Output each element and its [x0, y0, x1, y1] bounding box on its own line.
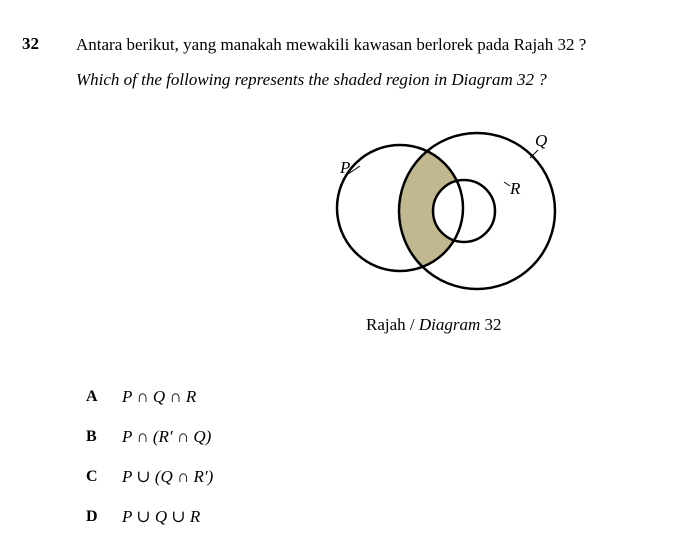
option-expression: P ∩ (R′ ∩ Q)	[122, 427, 212, 446]
option-letter: C	[86, 468, 98, 485]
label-p: P	[340, 158, 351, 177]
option-letter: A	[86, 388, 98, 405]
option-a[interactable]	[86, 386, 196, 408]
question-stem-english: Which of the following represents the shaded region in Diagram 32 ?	[76, 70, 547, 89]
question-number: 32	[22, 34, 39, 53]
option-expression: P ∪ Q ∪ R	[122, 507, 201, 526]
label-q: Q	[535, 131, 548, 150]
caption-malay: Rajah /	[366, 315, 419, 334]
question-stem-malay: Antara berikut, yang manakah mewakili kawasan berlorek pada Rajah 32 ?	[76, 35, 587, 54]
option-b[interactable]	[86, 426, 211, 448]
option-letter: D	[86, 508, 98, 525]
diagram-caption	[366, 315, 502, 335]
option-letter: B	[86, 428, 97, 445]
venn-diagram	[330, 128, 570, 298]
label-r: R	[510, 179, 521, 198]
option-c[interactable]	[86, 466, 213, 488]
caption-number: 32	[480, 315, 502, 334]
option-expression: P ∪ (Q ∩ R′)	[122, 467, 214, 486]
option-expression: P ∩ Q ∩ R	[122, 387, 197, 406]
caption-english: Diagram	[418, 315, 481, 334]
option-d[interactable]	[86, 506, 200, 528]
